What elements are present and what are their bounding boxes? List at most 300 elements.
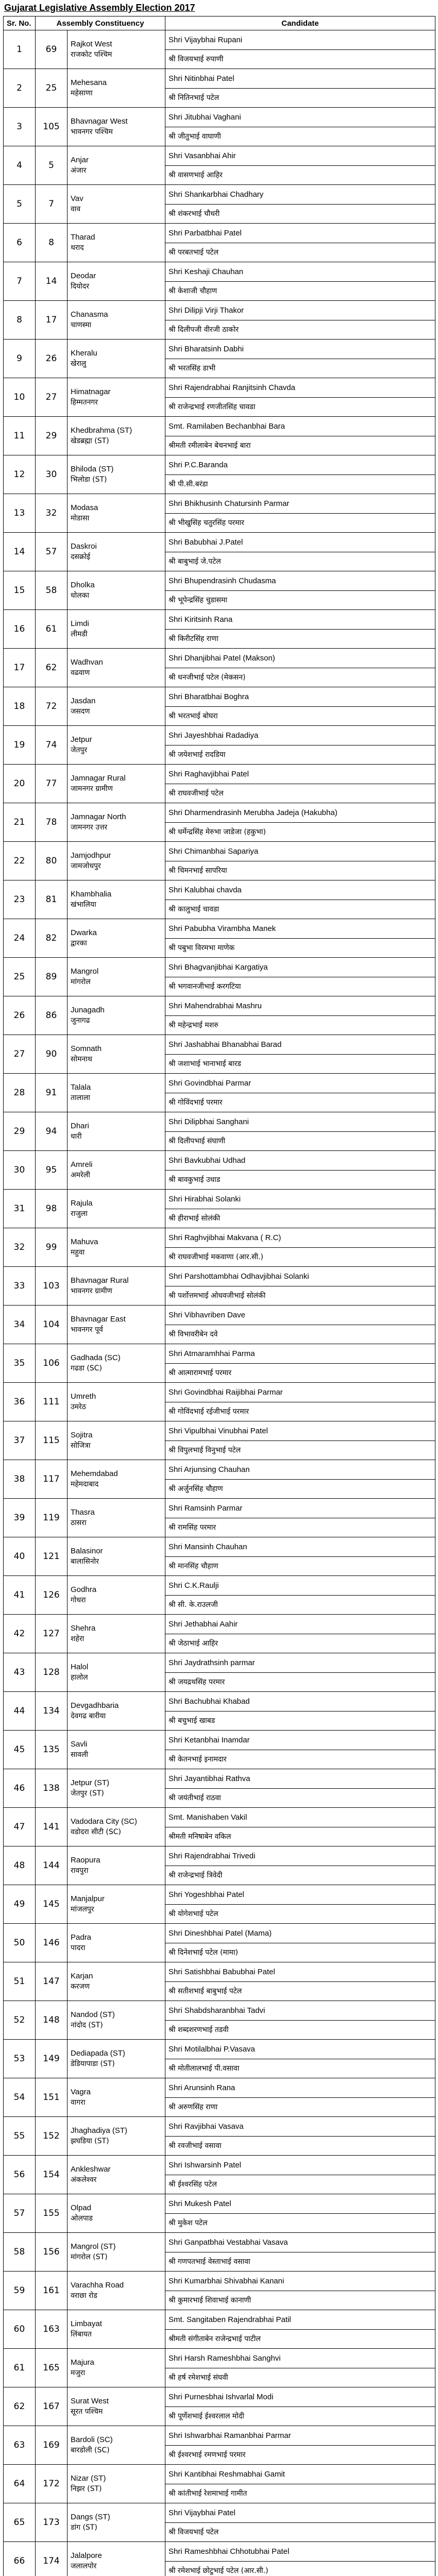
candidate-name-english: Shri Harsh Rameshbhai Sanghvi [165, 2349, 435, 2368]
candidate-name-english: Shri Pabubha Virambha Manek [165, 920, 435, 939]
candidate-name-english: Shri Vipulbhai Vinubhai Patel [165, 1422, 435, 1441]
table-row [4, 2542, 435, 2576]
table-row [4, 919, 435, 958]
constituency-name-english: Olpad [71, 2204, 92, 2212]
constituency-number-cell: 103 [36, 1267, 68, 1306]
constituency-number-cell: 25 [36, 69, 68, 108]
candidate-name-hindi: श्री कुमारभाई शिवाभाई कानाणी [169, 2296, 251, 2304]
candidate-name-hindi: श्री किरीटसिंह राणा [169, 634, 218, 643]
sr-no-cell: 63 [4, 2426, 36, 2465]
constituency-name-english: Nandod (ST) [71, 2010, 115, 2019]
candidate-cell [165, 185, 435, 224]
header-sr-no: Sr. No. [4, 16, 36, 30]
candidate-name-english: Shri Vibhavriben Dave [165, 1306, 435, 1325]
candidate-name-hindi: श्री धर्मेन्द्रसिंह मेरुभा जाडेजा (हकुभा) [169, 827, 266, 836]
table-row [4, 1267, 435, 1306]
constituency-name-hindi: जसदण [71, 707, 90, 716]
candidate-name-english: Shri Purnesbhai Ishvarlal Modi [165, 2388, 435, 2407]
candidate-name-english: Shri Ishwarsinh Patel [165, 2156, 435, 2175]
constituency-name-cell [68, 880, 165, 919]
table-row [4, 649, 435, 687]
constituency-name-cell [68, 610, 165, 649]
candidate-name-hindi: श्री दिलीपभाई संघाणी [169, 1137, 226, 1145]
candidate-name-hindi: श्री पबुभा विरमभा माणेक [169, 943, 235, 952]
constituency-number-cell: 148 [36, 2001, 68, 2040]
constituency-name-cell [68, 996, 165, 1035]
constituency-name-english: Vagra [71, 2088, 91, 2096]
table-row [4, 1885, 435, 1924]
sr-no-cell: 34 [4, 1306, 36, 1344]
constituency-number-cell: 8 [36, 224, 68, 262]
candidate-name-english: Smt. Manishaben Vakil [165, 1808, 435, 1827]
constituency-name-cell [68, 1074, 165, 1112]
constituency-name-english: Anjar [71, 156, 89, 164]
constituency-name-hindi: गढडा (SC) [71, 1364, 102, 1372]
constituency-name-cell [68, 1228, 165, 1267]
table-row [4, 2426, 435, 2465]
constituency-number-cell: 30 [36, 455, 68, 494]
candidate-name-english: Shri Jaydrathsinh parmar [165, 1654, 435, 1673]
constituency-name-cell [68, 1962, 165, 2001]
constituency-name-hindi: मांगरोल [71, 978, 91, 986]
candidate-cell [165, 1460, 435, 1499]
candidate-cell [165, 224, 435, 262]
constituency-name-english: Somnath [71, 1044, 102, 1053]
candidate-cell [165, 2040, 435, 2078]
constituency-name-cell [68, 2040, 165, 2078]
table-row [4, 2465, 435, 2503]
candidate-name-hindi: श्री जयंतीभाई राठवा [169, 1793, 221, 1802]
sr-no-cell: 24 [4, 919, 36, 958]
sr-no-cell: 49 [4, 1885, 36, 1924]
sr-no-cell: 28 [4, 1074, 36, 1112]
sr-no-cell: 46 [4, 1769, 36, 1808]
table-row [4, 1306, 435, 1344]
constituency-name-english: Shehra [71, 1624, 96, 1633]
candidate-name-english: Shri P.C.Baranda [165, 456, 435, 475]
constituency-name-english: Dwarka [71, 928, 97, 937]
table-row [4, 2272, 435, 2310]
constituency-name-hindi: सूरत पश्चिम [71, 2408, 103, 2416]
candidate-cell [165, 262, 435, 301]
constituency-name-cell [68, 1460, 165, 1499]
constituency-name-english: Jalalpore [71, 2551, 102, 2560]
candidate-name-english: Shri Bhikhusinh Chatursinh Parmar [165, 495, 435, 514]
constituency-name-english: Jamjodhpur [71, 851, 111, 860]
table-row [4, 571, 435, 610]
candidate-name-hindi: श्रीमती रमीलाबेन बेचनभाई बारा [169, 441, 251, 450]
table-row [4, 1924, 435, 1962]
candidate-name-hindi: श्री मानसिंह चौहाण [169, 1562, 218, 1570]
candidate-cell [165, 146, 435, 185]
candidate-name-english: Shri Ketanbhai Inamdar [165, 1731, 435, 1750]
constituency-number-cell: 151 [36, 2078, 68, 2117]
constituency-name-cell [68, 2349, 165, 2387]
constituency-name-hindi: अंकलेश्वर [71, 2176, 97, 2184]
constituency-number-cell: 167 [36, 2387, 68, 2426]
constituency-name-english: Dhari [71, 1122, 89, 1130]
table-row [4, 340, 435, 378]
table-row [4, 803, 435, 842]
constituency-name-cell [68, 1537, 165, 1576]
constituency-name-english: Rajkot West [71, 40, 112, 48]
constituency-number-cell: 5 [36, 146, 68, 185]
constituency-name-hindi: पादरा [71, 1944, 86, 1952]
table-row [4, 2310, 435, 2349]
sr-no-cell: 65 [4, 2503, 36, 2542]
table-row [4, 1653, 435, 1692]
candidate-name-hindi: श्री राजेन्द्रभाई त्रिवेदी [169, 1871, 223, 1879]
constituency-name-hindi: जेतपुर [71, 746, 88, 754]
constituency-name-english: Dholka [71, 581, 95, 589]
candidate-name-hindi: श्री परबतभाई पटेल [169, 248, 218, 257]
sr-no-cell: 66 [4, 2542, 36, 2576]
table-row [4, 1615, 435, 1653]
candidate-name-hindi: श्री धनजीभाई पटेल (मेकसन) [169, 673, 246, 682]
candidate-name-hindi: श्री अरुणसिंह राणा [169, 2103, 218, 2111]
candidate-cell [165, 1306, 435, 1344]
constituency-name-english: Khedbrahma (ST) [71, 426, 132, 435]
constituency-number-cell: 7 [36, 185, 68, 224]
candidate-name-english: Shri Govindbhai Parmar [165, 1074, 435, 1093]
sr-no-cell: 7 [4, 262, 36, 301]
table-row [4, 2503, 435, 2542]
table-row [4, 880, 435, 919]
sr-no-cell: 42 [4, 1615, 36, 1653]
candidate-cell [165, 2310, 435, 2349]
constituency-number-cell: 172 [36, 2465, 68, 2503]
constituency-number-cell: 105 [36, 108, 68, 146]
candidate-name-english: Shri Jashabhai Bhanabhai Barad [165, 1036, 435, 1055]
sr-no-cell: 60 [4, 2310, 36, 2349]
candidate-name-english: Shri Parbatbhai Patel [165, 224, 435, 243]
constituency-number-cell: 58 [36, 571, 68, 610]
constituency-name-english: Tharad [71, 233, 95, 242]
constituency-name-cell [68, 2503, 165, 2542]
constituency-name-hindi: बारडोली (SC) [71, 2446, 110, 2454]
sr-no-cell: 54 [4, 2078, 36, 2117]
constituency-name-cell [68, 378, 165, 417]
constituency-name-english: Chanasma [71, 310, 108, 319]
constituency-number-cell: 14 [36, 262, 68, 301]
constituency-number-cell: 29 [36, 417, 68, 455]
sr-no-cell: 6 [4, 224, 36, 262]
constituency-name-hindi: थराद [71, 244, 84, 252]
sr-no-cell: 52 [4, 2001, 36, 2040]
constituency-name-cell [68, 571, 165, 610]
candidate-cell [165, 1074, 435, 1112]
candidate-name-english: Shri Dilipji Virji Thakor [165, 301, 435, 320]
constituency-name-cell [68, 649, 165, 687]
constituency-name-hindi: तालाला [71, 1094, 90, 1102]
candidate-name-hindi: श्री भगवानजीभाई करगटिया [169, 982, 241, 991]
sr-no-cell: 35 [4, 1344, 36, 1383]
constituency-number-cell: 57 [36, 533, 68, 571]
candidate-name-english: Smt. Ramilaben Bechanbhai Bara [165, 417, 435, 436]
candidate-cell [165, 1383, 435, 1421]
constituency-name-english: Ankleshwar [71, 2165, 111, 2174]
constituency-name-cell [68, 2194, 165, 2233]
sr-no-cell: 31 [4, 1190, 36, 1228]
table-row [4, 1808, 435, 1846]
candidate-cell [165, 1228, 435, 1267]
table-body [4, 30, 435, 2576]
constituency-name-hindi: राजुला [71, 1210, 88, 1218]
table-row [4, 1576, 435, 1615]
constituency-name-cell [68, 1924, 165, 1962]
table-row [4, 2117, 435, 2156]
constituency-number-cell: 144 [36, 1846, 68, 1885]
constituency-name-cell [68, 1885, 165, 1924]
candidates-table [3, 16, 435, 2576]
candidate-name-hindi: श्री रवजीभाई वसावा [169, 2141, 222, 2150]
constituency-number-cell: 104 [36, 1306, 68, 1344]
table-row [4, 146, 435, 185]
candidate-name-english: Shri Ganpatbhai Vestabhai Vasava [165, 2233, 435, 2252]
candidate-name-english: Shri Arunsinh Rana [165, 2079, 435, 2098]
constituency-name-hindi: चाणस्मा [71, 321, 92, 329]
candidate-name-hindi: श्री कालुभाई चावडा [169, 905, 220, 913]
candidate-name-hindi: श्री पी.सी.बरंडा [169, 480, 208, 488]
constituency-name-hindi: राजकोट पश्चिम [71, 50, 112, 59]
constituency-name-cell [68, 1653, 165, 1692]
constituency-name-cell [68, 30, 165, 69]
table-row [4, 1769, 435, 1808]
candidate-cell [165, 2078, 435, 2117]
constituency-number-cell: 27 [36, 378, 68, 417]
constituency-name-cell [68, 1112, 165, 1151]
constituency-name-cell [68, 340, 165, 378]
table-row [4, 842, 435, 880]
candidate-name-english: Shri Kantibhai Reshmabhai Gamit [165, 2465, 435, 2484]
constituency-name-cell [68, 2001, 165, 2040]
constituency-name-cell [68, 533, 165, 571]
candidate-cell [165, 1769, 435, 1808]
candidate-cell [165, 765, 435, 803]
candidate-name-english: Shri Rajendrabhai Trivedi [165, 1847, 435, 1866]
candidate-cell [165, 687, 435, 726]
constituency-name-hindi: वाव [71, 205, 81, 213]
constituency-name-english: Dangs (ST) [71, 2513, 110, 2521]
candidate-cell [165, 2503, 435, 2542]
sr-no-cell: 4 [4, 146, 36, 185]
candidate-cell [165, 726, 435, 765]
constituency-number-cell: 156 [36, 2233, 68, 2272]
candidate-name-english: Shri Ravjibhai Vasava [165, 2117, 435, 2137]
candidate-cell [165, 455, 435, 494]
candidate-cell [165, 1962, 435, 2001]
table-row [4, 455, 435, 494]
table-row [4, 262, 435, 301]
constituency-name-hindi: महेमदाबाद [71, 1480, 99, 1488]
candidate-name-hindi: श्री कांतीभाई रेशमाभाई गामीत [169, 2489, 247, 2498]
candidate-name-hindi: श्री राघवजीभाई पटेल [169, 789, 224, 798]
sr-no-cell: 41 [4, 1576, 36, 1615]
constituency-name-hindi: भावनगर पूर्व [71, 1326, 103, 1334]
constituency-name-hindi: महेसाणा [71, 89, 93, 97]
constituency-name-hindi: द्वारका [71, 939, 87, 947]
constituency-name-english: Jhaghadiya (ST) [71, 2126, 128, 2135]
constituency-number-cell: 99 [36, 1228, 68, 1267]
constituency-name-english: Umreth [71, 1392, 96, 1401]
constituency-name-hindi: निझर (ST) [71, 2485, 102, 2493]
candidate-name-english: Shri Kalubhai chavda [165, 881, 435, 900]
constituency-name-hindi: मोडासा [71, 514, 90, 522]
candidate-name-english: Shri Bavkubhai Udhad [165, 1151, 435, 1171]
constituency-name-hindi: लिंबायत [71, 2330, 92, 2338]
constituency-number-cell: 78 [36, 803, 68, 842]
candidate-name-english: Shri Dineshbhai Patel (Mama) [165, 1924, 435, 1943]
sr-no-cell: 15 [4, 571, 36, 610]
candidate-name-english: Shri Nitinbhai Patel [165, 70, 435, 89]
constituency-name-cell [68, 417, 165, 455]
constituency-name-hindi: मजुरा [71, 2369, 86, 2377]
constituency-number-cell: 117 [36, 1460, 68, 1499]
constituency-name-cell [68, 146, 165, 185]
candidate-name-english: Shri Dhanjibhai Patel (Makson) [165, 649, 435, 668]
table-row [4, 765, 435, 803]
candidate-name-hindi: श्री दिनेशभाई पटेल (मामा) [169, 1948, 239, 1957]
table-row [4, 2040, 435, 2078]
candidate-name-english: Shri Vasanbhai Ahir [165, 147, 435, 166]
candidate-cell [165, 2233, 435, 2272]
candidate-name-english: Shri Mahendrabhai Mashru [165, 997, 435, 1016]
constituency-name-hindi: अमरेली [71, 1171, 90, 1179]
candidate-name-hindi: श्री बाबुभाई जे.पटेल [169, 557, 221, 566]
candidate-name-hindi: श्री केशाजी चौहाण [169, 286, 217, 295]
candidate-cell [165, 1537, 435, 1576]
sr-no-cell: 59 [4, 2272, 36, 2310]
candidate-name-hindi: श्री गणपतभाई वेस्ताभाई वसावा [169, 2257, 250, 2266]
constituency-name-cell [68, 958, 165, 996]
candidate-name-hindi: श्री जयेशभाई रादडिया [169, 750, 226, 759]
constituency-name-english: Varachha Road [71, 2281, 124, 2290]
candidate-name-english: Shri Jethabhai Aahir [165, 1615, 435, 1634]
constituency-name-cell [68, 1692, 165, 1731]
constituency-number-cell: 91 [36, 1074, 68, 1112]
candidate-name-english: Shri Motilalbhai P.Vasava [165, 2040, 435, 2059]
candidate-name-english: Shri Arjunsing Chauhan [165, 1461, 435, 1480]
constituency-name-hindi: सावली [71, 1751, 88, 1759]
constituency-name-english: Padra [71, 1933, 92, 1942]
sr-no-cell: 25 [4, 958, 36, 996]
constituency-name-cell [68, 2465, 165, 2503]
constituency-number-cell: 165 [36, 2349, 68, 2387]
constituency-name-hindi: सोजित्रा [71, 1442, 91, 1450]
constituency-name-hindi: गोधरा [71, 1596, 86, 1604]
candidate-name-hindi: श्री भरतसिंह डाभी [169, 364, 216, 372]
constituency-name-hindi: खेडब्रह्मा (ST) [71, 437, 109, 445]
candidate-cell [165, 919, 435, 958]
constituency-name-english: Vav [71, 194, 83, 203]
constituency-name-cell [68, 919, 165, 958]
constituency-name-cell [68, 2387, 165, 2426]
candidate-name-hindi: श्री विजयभाई पटेल [169, 2528, 219, 2536]
constituency-name-hindi: रावपुरा [71, 1867, 89, 1875]
constituency-name-cell [68, 803, 165, 842]
candidate-name-english: Shri Dilipbhai Sanghani [165, 1113, 435, 1132]
sr-no-cell: 29 [4, 1112, 36, 1151]
candidate-name-hindi: श्री जेठाभाई आहिर [169, 1639, 218, 1648]
constituency-name-cell [68, 2156, 165, 2194]
constituency-name-english: Daskroi [71, 542, 97, 551]
constituency-name-english: Bhavnagar Rural [71, 1276, 129, 1285]
sr-no-cell: 27 [4, 1035, 36, 1074]
constituency-name-cell [68, 301, 165, 340]
candidate-name-english: Shri Shankarbhai Chadhary [165, 185, 435, 205]
candidate-cell [165, 996, 435, 1035]
candidate-cell [165, 1808, 435, 1846]
constituency-name-cell [68, 1846, 165, 1885]
constituency-name-hindi: जामनगर ग्रामीण [71, 785, 113, 793]
constituency-name-english: Jasdan [71, 697, 96, 705]
sr-no-cell: 8 [4, 301, 36, 340]
sr-no-cell: 18 [4, 687, 36, 726]
candidate-cell [165, 108, 435, 146]
candidate-cell [165, 2542, 435, 2576]
constituency-name-hindi: धारी [71, 1132, 82, 1141]
candidate-cell [165, 2001, 435, 2040]
constituency-name-cell [68, 1383, 165, 1421]
constituency-name-english: Raopura [71, 1856, 100, 1865]
constituency-number-cell: 69 [36, 30, 68, 69]
constituency-name-cell [68, 1421, 165, 1460]
sr-no-cell: 40 [4, 1537, 36, 1576]
constituency-name-english: Khambhalia [71, 890, 112, 899]
constituency-name-english: Majura [71, 2358, 94, 2367]
candidate-name-hindi: श्री भरतभाई बोघरा [169, 711, 218, 720]
constituency-name-hindi: ओलपाड [71, 2214, 93, 2223]
candidate-cell [165, 1846, 435, 1885]
candidate-name-hindi: श्रीमती मनिषाबेन वकिल [169, 1832, 231, 1841]
table-row [4, 1421, 435, 1460]
constituency-name-english: Jamnagar North [71, 812, 126, 821]
table-row [4, 2233, 435, 2272]
constituency-name-hindi: वडोदरा सीटी (SC) [71, 1828, 121, 1836]
table-row [4, 1035, 435, 1074]
constituency-name-english: Rajula [71, 1199, 93, 1208]
constituency-name-english: Limdi [71, 619, 89, 628]
constituency-name-cell [68, 69, 165, 108]
candidate-name-hindi: श्री दिलीपजी वीरजी ठाकोर [169, 325, 239, 334]
candidate-name-hindi: श्री हर्ष रमेशभाई संघवी [169, 2373, 228, 2382]
constituency-name-hindi: जामजोधपुर [71, 862, 101, 870]
sr-no-cell: 19 [4, 726, 36, 765]
constituency-name-english: Bhiloda (ST) [71, 465, 114, 473]
constituency-number-cell: 135 [36, 1731, 68, 1769]
candidate-name-hindi: श्री जीतुभाई वाघाणी [169, 132, 221, 141]
constituency-number-cell: 89 [36, 958, 68, 996]
constituency-name-cell [68, 2117, 165, 2156]
constituency-number-cell: 17 [36, 301, 68, 340]
candidate-name-hindi: श्री गोविंदभाई रईजीभाई परमार [169, 1407, 249, 1416]
constituency-number-cell: 126 [36, 1576, 68, 1615]
candidate-name-english: Shri Keshaji Chauhan [165, 263, 435, 282]
constituency-name-cell [68, 2310, 165, 2349]
candidate-name-hindi: श्री जयद्रथसिंह परमार [169, 1677, 225, 1686]
constituency-name-english: Talala [71, 1083, 91, 1092]
constituency-number-cell: 174 [36, 2542, 68, 2576]
constituency-name-english: Vadodara City (SC) [71, 1817, 137, 1826]
constituency-name-hindi: जेतपुर (ST) [71, 1789, 104, 1798]
table-row [4, 1460, 435, 1499]
candidate-name-hindi: श्री आत्मारामभाई परमार [169, 1368, 232, 1377]
table-row [4, 1228, 435, 1267]
sr-no-cell: 58 [4, 2233, 36, 2272]
sr-no-cell: 61 [4, 2349, 36, 2387]
constituency-name-hindi: वराछा रोड [71, 2292, 97, 2300]
constituency-name-cell [68, 2078, 165, 2117]
